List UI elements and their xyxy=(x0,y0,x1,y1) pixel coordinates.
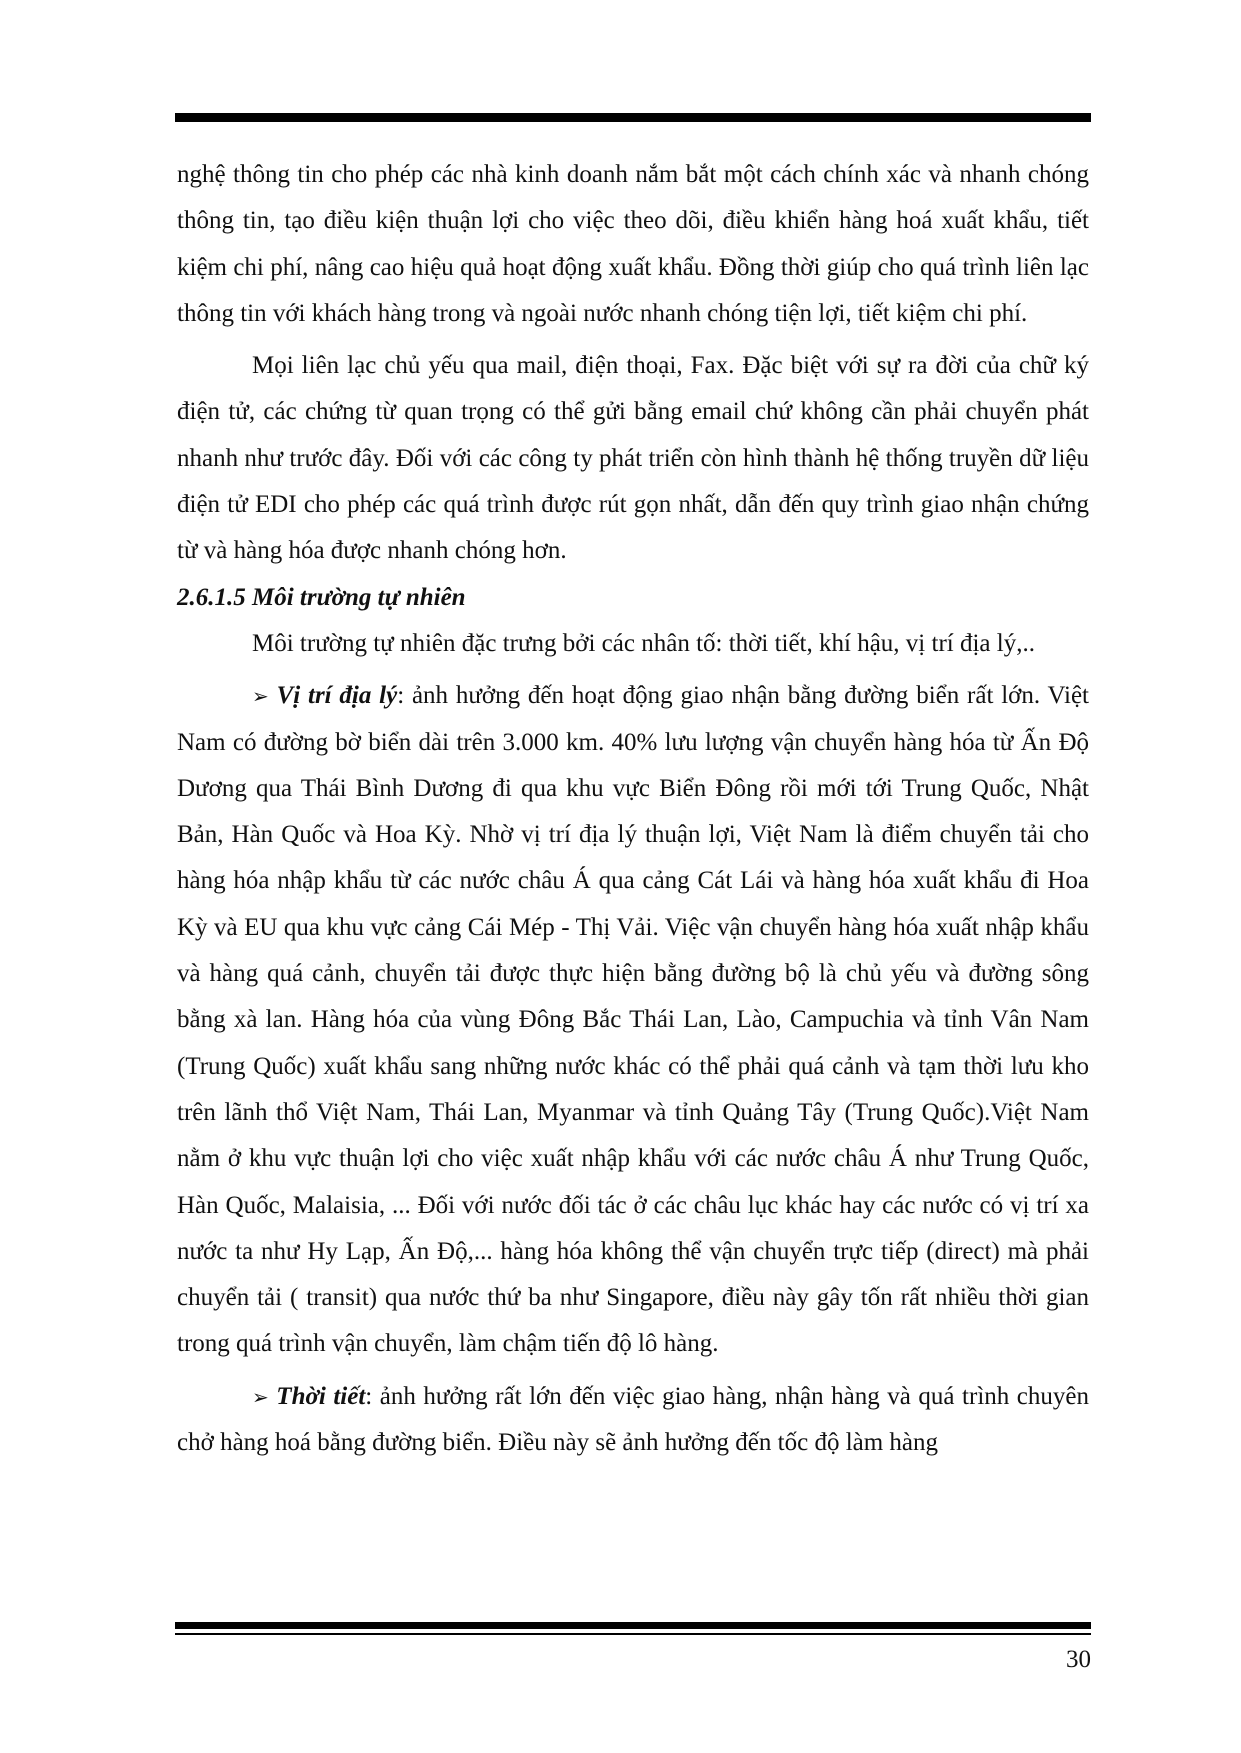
bullet-geography xyxy=(177,673,1089,1367)
footer-rule-thick xyxy=(175,1622,1091,1629)
header-rule xyxy=(175,113,1091,122)
bullet-geography-term: Vị trí địa lý xyxy=(276,682,398,710)
page-body xyxy=(177,152,1089,1466)
bullet-weather-term: Thời tiết xyxy=(276,1382,366,1410)
page-number: 30 xyxy=(1066,1646,1091,1673)
bullet-weather xyxy=(177,1374,1089,1467)
footer-rule-thin xyxy=(175,1633,1091,1635)
arrow-bullet-icon: ➢ xyxy=(252,684,269,709)
section-heading: 2.6.1.5 Môi trường tự nhiên xyxy=(177,583,466,611)
bullet-geography-text: : ảnh hưởng đến hoạt động giao nhận bằng đường biển rất lớn. Việt Nam có đường bờ biển dài trên 3.000 km. 40% lưu lượng vận chuyển hàng hóa từ Ấn Độ Dương qua Thái Bình Dương đi qua khu vực Biển Đông rồi mới tới Trung Quốc, Nhật Bản, Hàn Quốc và Hoa Kỳ. Nhờ vị trí địa lý thuận lợi, Việt Nam là điểm chuyển tải cho hàng hóa nhập khẩu từ các nước châu Á qua cảng Cát Lái và hàng hóa xuất khẩu đi Hoa Kỳ và EU qua khu vực cảng Cái Mép - Thị Vải. Việc vận chuyển hàng hóa xuất nhập khẩu và hàng quá cảnh, chuyển tải được thực hiện bằng đường bộ là chủ yếu và đường sông bằng xà lan. Hàng hóa của vùng Đông Bắc Thái Lan, Lào, Campuchia và tỉnh Vân Nam (Trung Quốc) xuất khẩu sang những nước khác có thể phải quá cảnh và tạm thời lưu kho trên lãnh thổ Việt Nam, Thái Lan, Myanmar và tỉnh Quảng Tây (Trung Quốc).Việt Nam nằm ở khu vực thuận lợi cho việc xuất nhập khẩu với các nước châu Á như Trung Quốc, Hàn Quốc, Malaisia, ... Đối với nước đối tác ở các châu lục khác hay các nước có vị trí xa nước ta như Hy Lạp, Ấn Độ,... hàng hóa không thể vận chuyển trực tiếp (direct) mà phải chuyển tải ( transit) qua nước thứ ba như Singapore, điều này gây tốn rất nhiều thời gian trong quá trình vận chuyển, làm chậm tiến độ lô hàng. xyxy=(177,682,1090,1358)
paragraph-2: Mọi liên lạc chủ yếu qua mail, điện thoại, Fax. Đặc biệt với sự ra đời của chữ ký điện tử, các chứng từ quan trọng có thể gửi bằng email chứ không cần phải chuyển phát nhanh như trước đây. Đối với các công ty phát triển còn hình thành hệ thống truyền dữ liệu điện tử EDI cho phép các quá trình được rút gọn nhất, dẫn đến quy trình giao nhận chứng từ và hàng hóa được nhanh chóng hơn. xyxy=(177,352,1089,565)
paragraph-1: nghệ thông tin cho phép các nhà kinh doanh nắm bắt một cách chính xác và nhanh chóng thông tin, tạo điều kiện thuận lợi cho việc theo dõi, điều khiển hàng hoá xuất khẩu, tiết kiệm chi phí, nâng cao hiệu quả hoạt động xuất khẩu. Đồng thời giúp cho quá trình liên lạc thông tin với khách hàng trong và ngoài nước nhanh chóng tiện lợi, tiết kiệm chi phí. xyxy=(177,161,1089,327)
paragraph-3: Môi trường tự nhiên đặc trưng bởi các nhân tố: thời tiết, khí hậu, vị trí địa lý,.. xyxy=(252,629,1035,657)
arrow-bullet-icon: ➢ xyxy=(252,1384,269,1409)
bullet-weather-text: : ảnh hưởng rất lớn đến việc giao hàng, nhận hàng và quá trình chuyên chở hàng hoá bằng đường biển. Điều này sẽ ảnh hưởng đến tốc độ làm hàng xyxy=(177,1382,1089,1457)
